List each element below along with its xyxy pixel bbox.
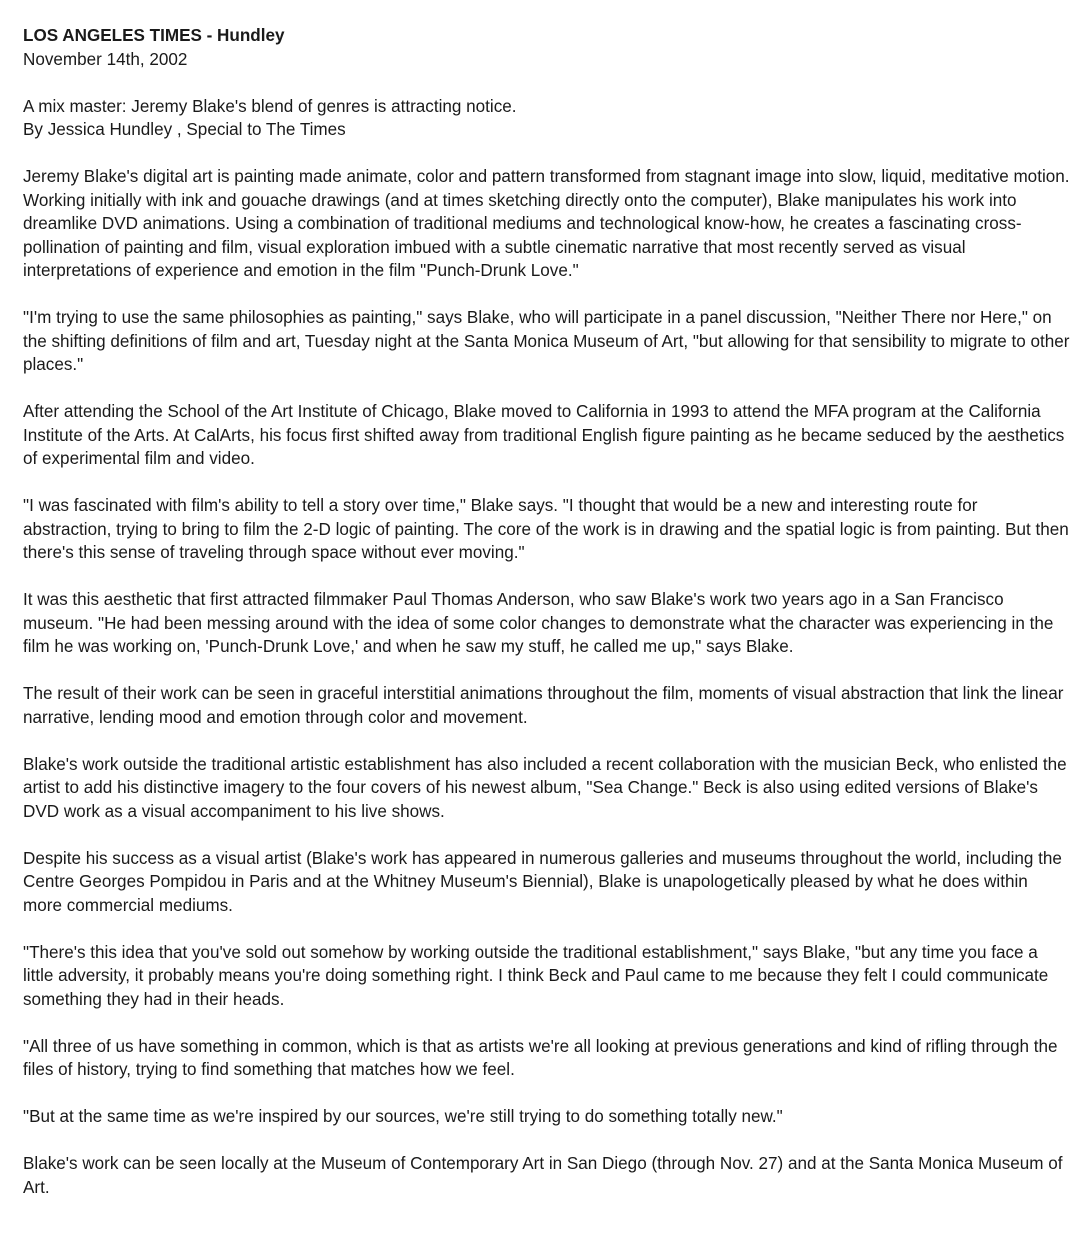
publication-date: November 14th, 2002 — [23, 49, 188, 69]
article-paragraph: "There's this idea that you've sold out somehow by working outside the traditional establishment," says Blake, "but any time you face a little adversity, it probably means you're doing something right. I think Beck and Paul came to me because they felt I could communicate something they had in their heads. — [23, 942, 1049, 1009]
article-paragraph: It was this aesthetic that first attracted filmmaker Paul Thomas Anderson, who saw Blake's work two years ago in a San Francisco museum. "He had been messing around with the idea of some color changes to demonstrate what the character was experiencing in the film he was working on, 'Punch-Drunk Love,' and when he saw my stuff, he called me up," says Blake. — [23, 590, 1054, 656]
article-paragraph: The result of their work can be seen in graceful interstitial animations throughout the film, moments of visual abstraction that link the linear narrative, lending mood and emotion through color and movement. — [23, 684, 1064, 727]
article-headline: A mix master: Jeremy Blake's blend of genres is attracting notice. — [23, 96, 517, 116]
article-body — [23, 165, 1070, 1199]
article-paragraph: "I was fascinated with film's ability to tell a story over time," Blake says. "I thought that would be a new and interesting route for abstraction, trying to bring to film the 2-D logic of painting. The core of the work is in drawing and the spatial logic is from painting. But then there's this sense of traveling through space without ever moving." — [23, 496, 1069, 562]
article-paragraph: "But at the same time as we're inspired by our sources, we're still trying to do something totally new." — [23, 1107, 783, 1126]
article-byline: By Jessica Hundley , Special to The Times — [23, 120, 346, 139]
article-paragraph: Despite his success as a visual artist (Blake's work has appeared in numerous galleries and museums throughout the world, including the Centre Georges Pompidou in Paris and at the Whitney Museum's Biennial), Blake is unapologetically pleased by what he does within more commercial mediums. — [23, 848, 1062, 915]
article-paragraph: "All three of us have something in common, which is that as artists we're all looking at previous generations and kind of rifling through the files of history, trying to find something that matches how we feel. — [23, 1036, 1058, 1079]
article-paragraph: After attending the School of the Art Institute of Chicago, Blake moved to California in 1993 to attend the MFA program at the California Institute of the Arts. At CalArts, his focus first shifted away from traditional English figure painting as he became seduced by the aesthetics of experimental film and video. — [23, 402, 1065, 468]
article-paragraph: Jeremy Blake's digital art is painting made animate, color and pattern transformed from stagnant image into slow, liquid, meditative motion. Working initially with ink and gouache drawings (and at times sketching directly onto the computer), Blake manipulates his work into dreamlike DVD animations. Using a combination of traditional mediums and technological know-how, he creates a fascinating cross-pollination of painting and film, visual exploration imbued with a subtle cinematic narrative that most recently served as visual interpretations of experience and emotion in the film "Punch-Drunk Love." — [23, 167, 1070, 280]
article-paragraph: Blake's work outside the traditional artistic establishment has also included a recent collaboration with the musician Beck, who enlisted the artist to add his distinctive imagery to the four covers of his newest album, "Sea Change." Beck is also using edited versions of Blake's DVD work as a visual accompaniment to his live shows. — [23, 754, 1067, 821]
article-paragraph: "I'm trying to use the same philosophies as painting," says Blake, who will participate in a panel discussion, "Neither There nor Here," on the shifting definitions of film and art, Tuesday night at the Santa Monica Museum of Art, "but allowing for that sensibility to migrate to other places." — [23, 308, 1070, 374]
publication-masthead: LOS ANGELES TIMES - Hundley — [23, 26, 285, 45]
article-paragraph: Blake's work can be seen locally at the Museum of Contemporary Art in San Diego (through Nov. 27) and at the Santa Monica Museum of Art. — [23, 1154, 1063, 1197]
